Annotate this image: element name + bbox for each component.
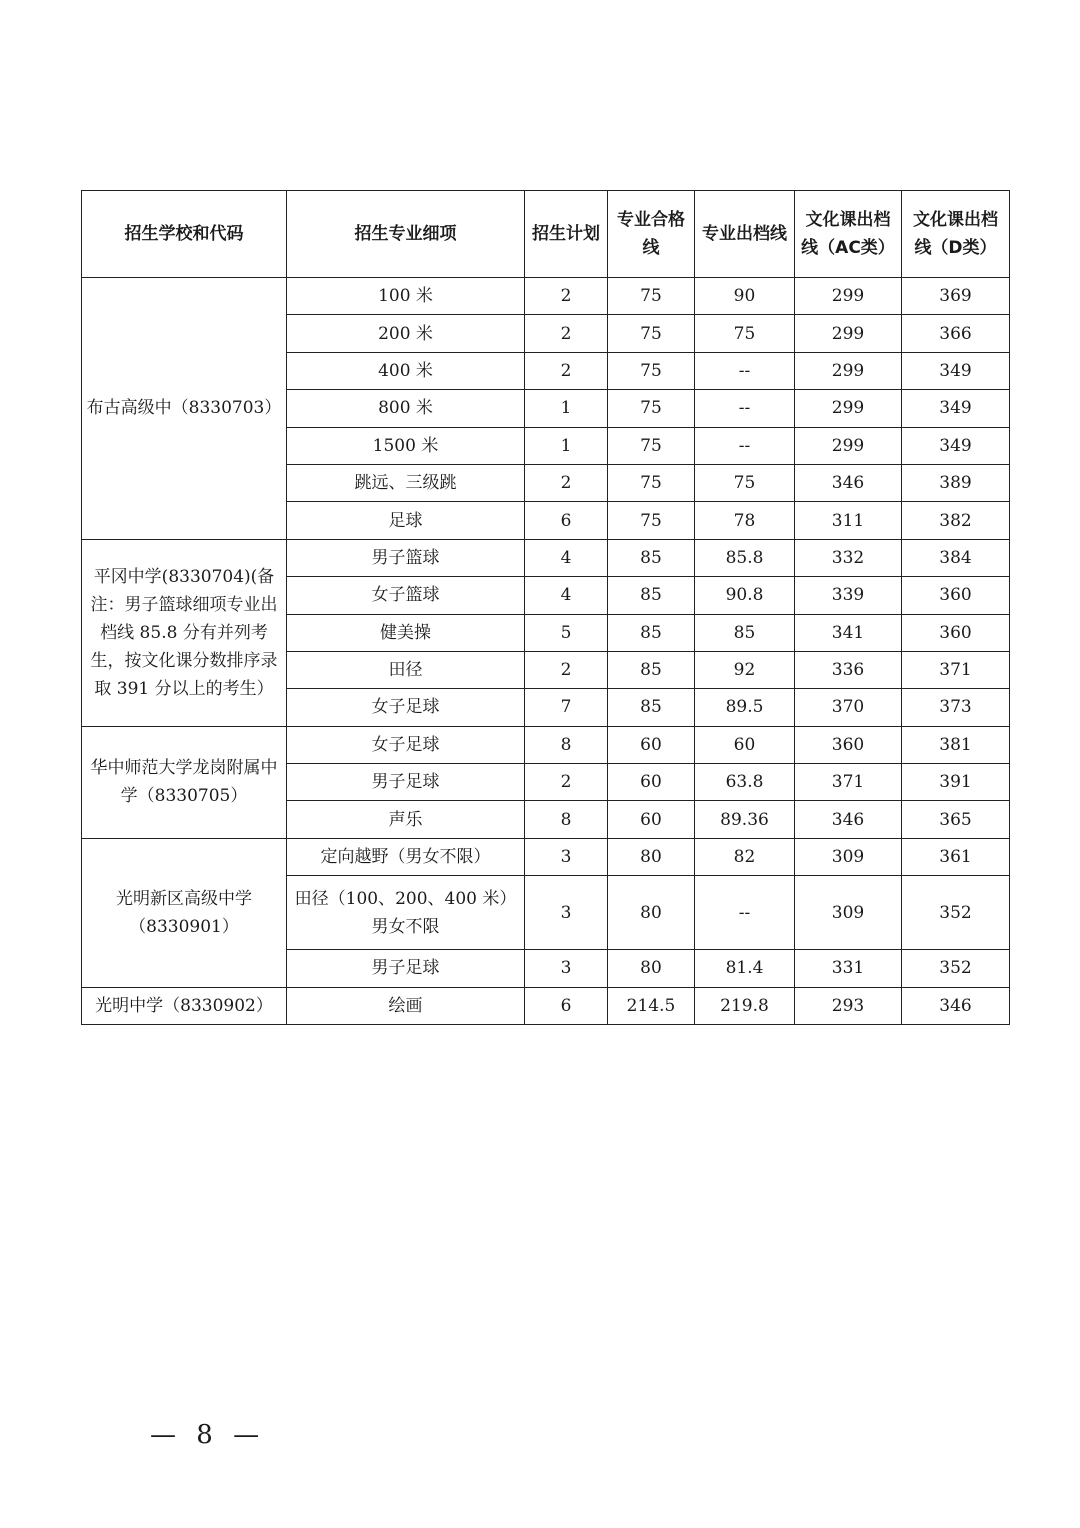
item-cell: 800 米 <box>287 390 525 427</box>
ac-line-cell: 311 <box>795 502 902 539</box>
table-row <box>82 838 1010 875</box>
ac-line-cell: 299 <box>795 278 902 315</box>
ac-line-cell: 293 <box>795 987 902 1024</box>
d-line-cell: 369 <box>902 278 1010 315</box>
cut-line-cell: 85 <box>695 614 795 651</box>
d-line-cell: 382 <box>902 502 1010 539</box>
pass-line-cell: 60 <box>608 764 695 801</box>
pass-line-cell: 75 <box>608 464 695 501</box>
cut-line-cell: 90.8 <box>695 577 795 614</box>
d-line-cell: 389 <box>902 464 1010 501</box>
header-school: 招生学校和代码 <box>82 191 287 278</box>
cut-line-cell: -- <box>695 352 795 389</box>
pass-line-cell: 85 <box>608 689 695 726</box>
cut-line-cell: 92 <box>695 651 795 688</box>
pass-line-cell: 85 <box>608 651 695 688</box>
ac-line-cell: 309 <box>795 838 902 875</box>
cut-line-cell: 90 <box>695 278 795 315</box>
cut-line-cell: 81.4 <box>695 950 795 987</box>
plan-cell: 8 <box>525 801 608 838</box>
ac-line-cell: 332 <box>795 539 902 576</box>
plan-cell: 2 <box>525 315 608 352</box>
pass-line-cell: 75 <box>608 352 695 389</box>
ac-line-cell: 331 <box>795 950 902 987</box>
cut-line-cell: 78 <box>695 502 795 539</box>
cut-line-cell: 219.8 <box>695 987 795 1024</box>
item-cell: 跳远、三级跳 <box>287 464 525 501</box>
cut-line-cell: -- <box>695 427 795 464</box>
pass-line-cell: 60 <box>608 801 695 838</box>
school-name-cell: 平冈中学(8330704)(备注：男子篮球细项专业出档线 85.8 分有并列考生，按文化课分数排序录取 391 分以上的考生） <box>82 539 287 726</box>
cut-line-cell: 85.8 <box>695 539 795 576</box>
ac-line-cell: 299 <box>795 352 902 389</box>
table-body <box>82 278 1010 1025</box>
admission-score-table <box>81 190 1010 1025</box>
plan-cell: 3 <box>525 950 608 987</box>
cut-line-cell: -- <box>695 876 795 950</box>
item-cell: 女子足球 <box>287 726 525 763</box>
plan-cell: 2 <box>525 464 608 501</box>
school-name-cell: 华中师范大学龙岗附属中学（8330705） <box>82 726 287 838</box>
d-line-cell: 391 <box>902 764 1010 801</box>
d-line-cell: 360 <box>902 577 1010 614</box>
ac-line-cell: 371 <box>795 764 902 801</box>
item-cell: 定向越野（男女不限） <box>287 838 525 875</box>
plan-cell: 6 <box>525 987 608 1024</box>
item-cell: 200 米 <box>287 315 525 352</box>
pass-line-cell: 214.5 <box>608 987 695 1024</box>
d-line-cell: 352 <box>902 950 1010 987</box>
pass-line-cell: 75 <box>608 427 695 464</box>
d-line-cell: 360 <box>902 614 1010 651</box>
item-cell: 男子足球 <box>287 950 525 987</box>
item-cell: 声乐 <box>287 801 525 838</box>
ac-line-cell: 336 <box>795 651 902 688</box>
ac-line-cell: 346 <box>795 801 902 838</box>
cut-line-cell: 63.8 <box>695 764 795 801</box>
d-line-cell: 349 <box>902 352 1010 389</box>
pass-line-cell: 80 <box>608 838 695 875</box>
page-number: — 8 — <box>150 1420 266 1450</box>
pass-line-cell: 75 <box>608 390 695 427</box>
d-line-cell: 346 <box>902 987 1010 1024</box>
item-cell: 女子足球 <box>287 689 525 726</box>
item-cell: 田径（100、200、400 米）男女不限 <box>287 876 525 950</box>
d-line-cell: 384 <box>902 539 1010 576</box>
plan-cell: 8 <box>525 726 608 763</box>
ac-line-cell: 360 <box>795 726 902 763</box>
item-cell: 健美操 <box>287 614 525 651</box>
pass-line-cell: 85 <box>608 539 695 576</box>
ac-line-cell: 341 <box>795 614 902 651</box>
d-line-cell: 352 <box>902 876 1010 950</box>
plan-cell: 2 <box>525 352 608 389</box>
school-name-cell: 光明中学（8330902） <box>82 987 287 1024</box>
item-cell: 男子足球 <box>287 764 525 801</box>
d-line-cell: 371 <box>902 651 1010 688</box>
table-row <box>82 987 1010 1024</box>
pass-line-cell: 60 <box>608 726 695 763</box>
header-row <box>82 191 1010 278</box>
cut-line-cell: 75 <box>695 315 795 352</box>
ac-line-cell: 299 <box>795 315 902 352</box>
cut-line-cell: 89.36 <box>695 801 795 838</box>
plan-cell: 2 <box>525 764 608 801</box>
header-pass-line: 专业合格线 <box>608 191 695 278</box>
item-cell: 绘画 <box>287 987 525 1024</box>
item-cell: 女子篮球 <box>287 577 525 614</box>
plan-cell: 7 <box>525 689 608 726</box>
item-cell: 男子篮球 <box>287 539 525 576</box>
header-d-line: 文化课出档线（D类） <box>902 191 1010 278</box>
ac-line-cell: 309 <box>795 876 902 950</box>
cut-line-cell: 82 <box>695 838 795 875</box>
d-line-cell: 365 <box>902 801 1010 838</box>
pass-line-cell: 75 <box>608 502 695 539</box>
item-cell: 1500 米 <box>287 427 525 464</box>
header-plan: 招生计划 <box>525 191 608 278</box>
ac-line-cell: 299 <box>795 390 902 427</box>
d-line-cell: 373 <box>902 689 1010 726</box>
school-name-cell: 布古高级中（8330703） <box>82 278 287 540</box>
plan-cell: 1 <box>525 390 608 427</box>
plan-cell: 1 <box>525 427 608 464</box>
ac-line-cell: 346 <box>795 464 902 501</box>
d-line-cell: 349 <box>902 427 1010 464</box>
plan-cell: 3 <box>525 876 608 950</box>
d-line-cell: 349 <box>902 390 1010 427</box>
d-line-cell: 366 <box>902 315 1010 352</box>
item-cell: 田径 <box>287 651 525 688</box>
d-line-cell: 361 <box>902 838 1010 875</box>
plan-cell: 4 <box>525 539 608 576</box>
plan-cell: 2 <box>525 651 608 688</box>
cut-line-cell: 89.5 <box>695 689 795 726</box>
plan-cell: 4 <box>525 577 608 614</box>
header-item: 招生专业细项 <box>287 191 525 278</box>
cut-line-cell: -- <box>695 390 795 427</box>
plan-cell: 2 <box>525 278 608 315</box>
pass-line-cell: 80 <box>608 876 695 950</box>
ac-line-cell: 339 <box>795 577 902 614</box>
pass-line-cell: 80 <box>608 950 695 987</box>
header-cut-line: 专业出档线 <box>695 191 795 278</box>
table-row <box>82 278 1010 315</box>
plan-cell: 5 <box>525 614 608 651</box>
pass-line-cell: 75 <box>608 315 695 352</box>
school-name-cell: 光明新区高级中学（8330901） <box>82 838 287 987</box>
table-row <box>82 726 1010 763</box>
pass-line-cell: 85 <box>608 577 695 614</box>
header-ac-line: 文化课出档线（AC类） <box>795 191 902 278</box>
cut-line-cell: 75 <box>695 464 795 501</box>
item-cell: 100 米 <box>287 278 525 315</box>
ac-line-cell: 299 <box>795 427 902 464</box>
ac-line-cell: 370 <box>795 689 902 726</box>
pass-line-cell: 75 <box>608 278 695 315</box>
item-cell: 足球 <box>287 502 525 539</box>
plan-cell: 3 <box>525 838 608 875</box>
plan-cell: 6 <box>525 502 608 539</box>
table-row <box>82 539 1010 576</box>
d-line-cell: 381 <box>902 726 1010 763</box>
item-cell: 400 米 <box>287 352 525 389</box>
cut-line-cell: 60 <box>695 726 795 763</box>
pass-line-cell: 85 <box>608 614 695 651</box>
